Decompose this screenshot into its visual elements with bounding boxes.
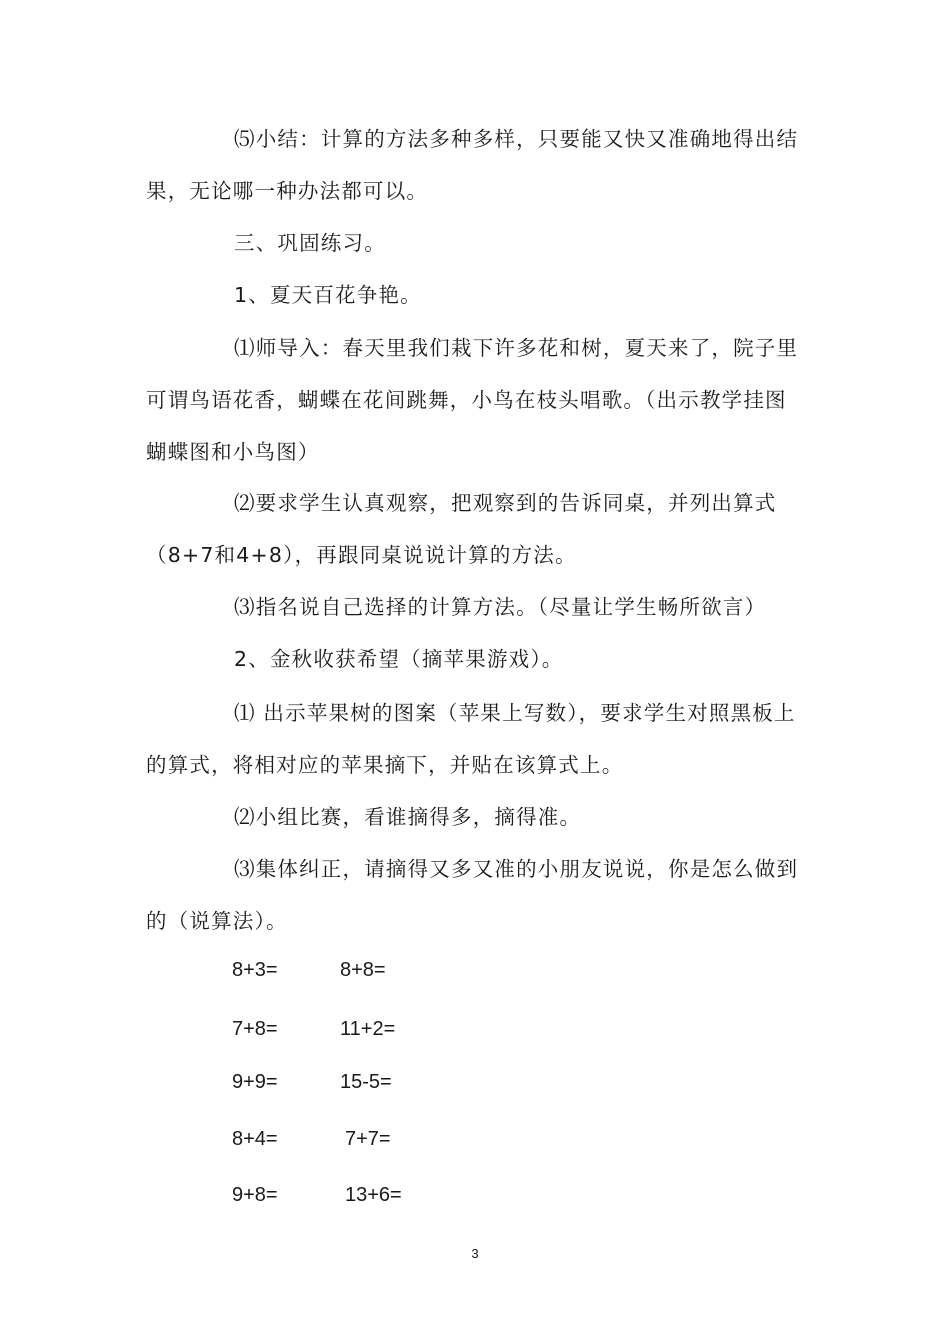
equation-right: 7+7= [345, 1128, 391, 1150]
equation-right: 15-5= [340, 1071, 392, 1093]
paragraph-choose-method: ⑶指名说自己选择的计算方法。（尽量让学生畅所欲言） [234, 595, 767, 619]
page-number: 3 [471, 1246, 479, 1261]
paragraph-teacher-intro: ⑴师导入：春天里我们栽下许多花和树，夏天来了，院子里可谓鸟语花香，蝴蝶在花间跳舞，小鸟在枝头唱歌。（出示教学挂图蝴蝶图和小鸟图） [146, 336, 799, 464]
equation-left: 8+3= [232, 959, 278, 981]
paragraph-observe: ⑵要求学生认真观察，把观察到的告诉同桌，并列出算式（8+7和4+8），再跟同桌说说计算的方法。 [146, 491, 777, 567]
subheading-autumn: 2、金秋收获希望（摘苹果游戏）。 [234, 647, 564, 671]
paragraph-apple-tree: ⑴ 出示苹果树的图案（苹果上写数），要求学生对照黑板上的算式，将相对应的苹果摘下，并贴在该算式上。 [146, 701, 796, 777]
paragraph-group-contest: ⑵小组比赛，看谁摘得多，摘得准。 [234, 805, 582, 829]
equation-left: 8+4= [232, 1128, 278, 1150]
equation-right: 11+2= [340, 1018, 396, 1040]
section-heading-practice: 三、巩固练习。 [234, 231, 386, 255]
equation-right: 8+8= [340, 959, 386, 981]
paragraph-correction: ⑶集体纠正，请摘得又多又准的小朋友说说，你是怎么做到的（说算法）。 [146, 857, 799, 933]
equation-left: 9+8= [232, 1184, 278, 1206]
equation-right: 13+6= [345, 1184, 402, 1206]
subheading-summer: 1、夏天百花争艳。 [234, 283, 422, 307]
equation-left: 7+8= [232, 1018, 278, 1040]
paragraph-summary: ⑸小结：计算的方法多种多样，只要能又快又准确地得出结果，无论哪一种办法都可以。 [146, 127, 799, 203]
equation-left: 9+9= [232, 1071, 278, 1093]
